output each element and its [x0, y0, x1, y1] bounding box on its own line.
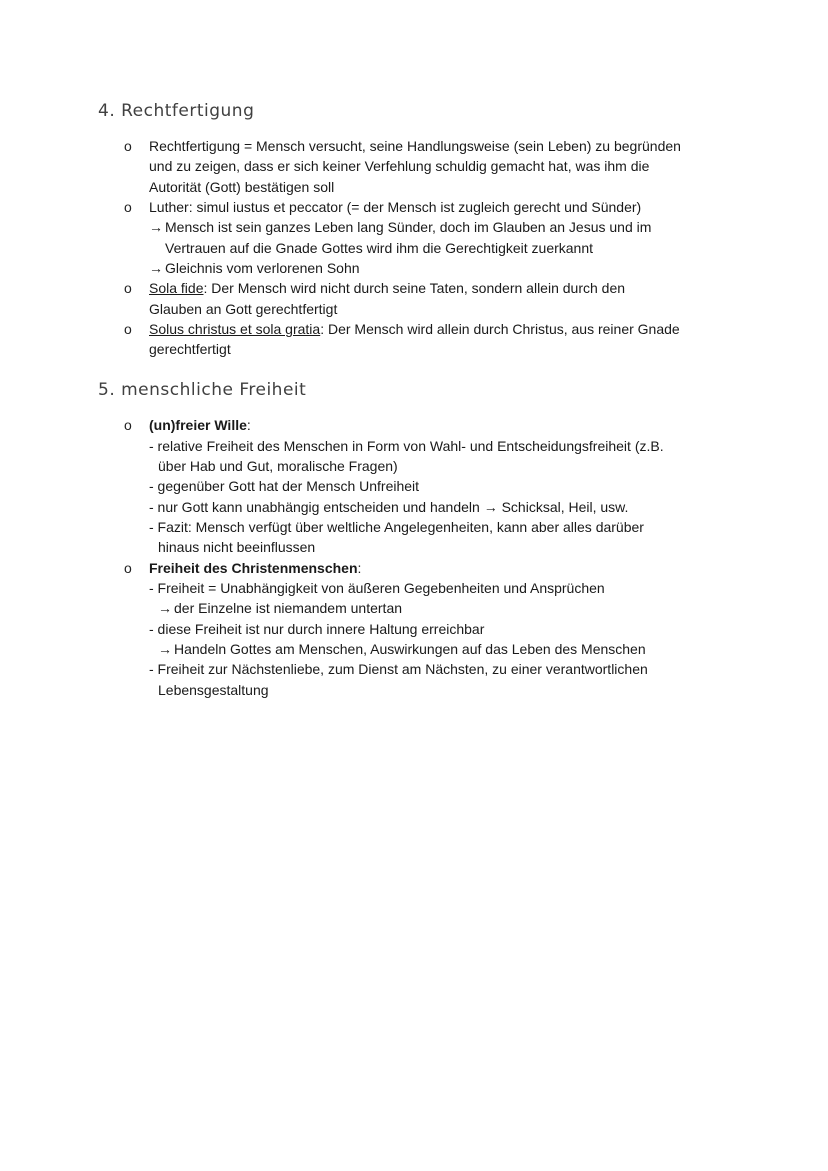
term-sola-fide: Sola fide — [149, 280, 204, 296]
item-line: Freiheit des Christenmenschen: — [149, 560, 362, 576]
section-heading-menschliche-freiheit: 5. menschliche Freiheit — [98, 380, 307, 400]
arrow-right-icon: → — [149, 219, 163, 235]
item-line: (un)freier Wille: — [149, 417, 251, 433]
item-line: Vertrauen auf die Gnade Gottes wird ihm die Gerechtigkeit zuerkannt — [165, 240, 594, 256]
item-line: - Freiheit zur Nächstenliebe, zum Dienst am Nächsten, zu einer verantwortlichen — [149, 661, 648, 677]
bullet-marker: o — [124, 560, 132, 576]
bullet-marker: o — [124, 138, 132, 154]
term-unfreier-wille: (un)freier Wille — [149, 417, 247, 433]
item-line: - relative Freiheit des Menschen in Form von Wahl- und Entscheidungsfreiheit (z.B. — [149, 438, 664, 454]
item-line: hinaus nicht beeinflussen — [158, 539, 316, 555]
item-line: und zu zeigen, dass er sich keiner Verfehlung schuldig gemacht hat, was ihm die — [149, 158, 650, 174]
item-line: - nur Gott kann unabhängig entscheiden und handeln → Schicksal, Heil, usw. — [149, 497, 628, 517]
bullet-marker: o — [124, 321, 132, 337]
item-line: - gegenüber Gott hat der Mensch Unfreiheit — [149, 478, 420, 494]
item-line: - diese Freiheit ist nur durch innere Haltung erreichbar — [149, 621, 485, 637]
term-freiheit-christenmenschen: Freiheit des Christenmenschen — [149, 560, 358, 576]
bullet-marker: o — [124, 280, 132, 296]
item-line: - Fazit: Mensch verfügt über weltliche Angelegenheiten, kann aber alles darüber — [149, 519, 644, 535]
item-line: → der Einzelne ist niemandem untertan — [158, 598, 402, 618]
item-line: - Freiheit = Unabhängigkeit von äußeren Gegebenheiten und Ansprüchen — [149, 580, 605, 596]
item-line: Autorität (Gott) bestätigen soll — [149, 179, 335, 195]
item-line: gerechtfertigt — [149, 341, 231, 357]
item-line: Sola fide: Der Mensch wird nicht durch seine Taten, sondern allein durch den — [149, 280, 626, 296]
item-line: Lebensgestaltung — [158, 682, 269, 698]
arrow-right-icon: → — [483, 499, 498, 515]
arrow-right-icon: → — [158, 600, 172, 616]
bullet-marker: o — [124, 417, 132, 433]
item-line: Glauben an Gott gerechtfertigt — [149, 301, 338, 317]
item-line: Luther: simul iustus et peccator (= der Mensch ist zugleich gerecht und Sünder) — [149, 199, 642, 215]
item-line: → Mensch ist sein ganzes Leben lang Sünder, doch im Glauben an Jesus und im — [149, 217, 651, 237]
item-line: → Handeln Gottes am Menschen, Auswirkungen auf das Leben des Menschen — [158, 639, 646, 659]
item-line: über Hab und Gut, moralische Fragen) — [158, 458, 398, 474]
arrow-right-icon: → — [149, 260, 163, 276]
section-heading-rechtfertigung: 4. Rechtfertigung — [98, 101, 255, 121]
arrow-right-icon: → — [158, 641, 172, 657]
item-line: Rechtfertigung = Mensch versucht, seine Handlungsweise (sein Leben) zu begründen — [149, 138, 681, 154]
term-solus-christus: Solus christus et sola gratia — [149, 321, 321, 337]
item-line: → Gleichnis vom verlorenen Sohn — [149, 258, 360, 278]
bullet-marker: o — [124, 199, 132, 215]
item-line: Solus christus et sola gratia: Der Mensch wird allein durch Christus, aus reiner Gnade — [149, 321, 680, 337]
